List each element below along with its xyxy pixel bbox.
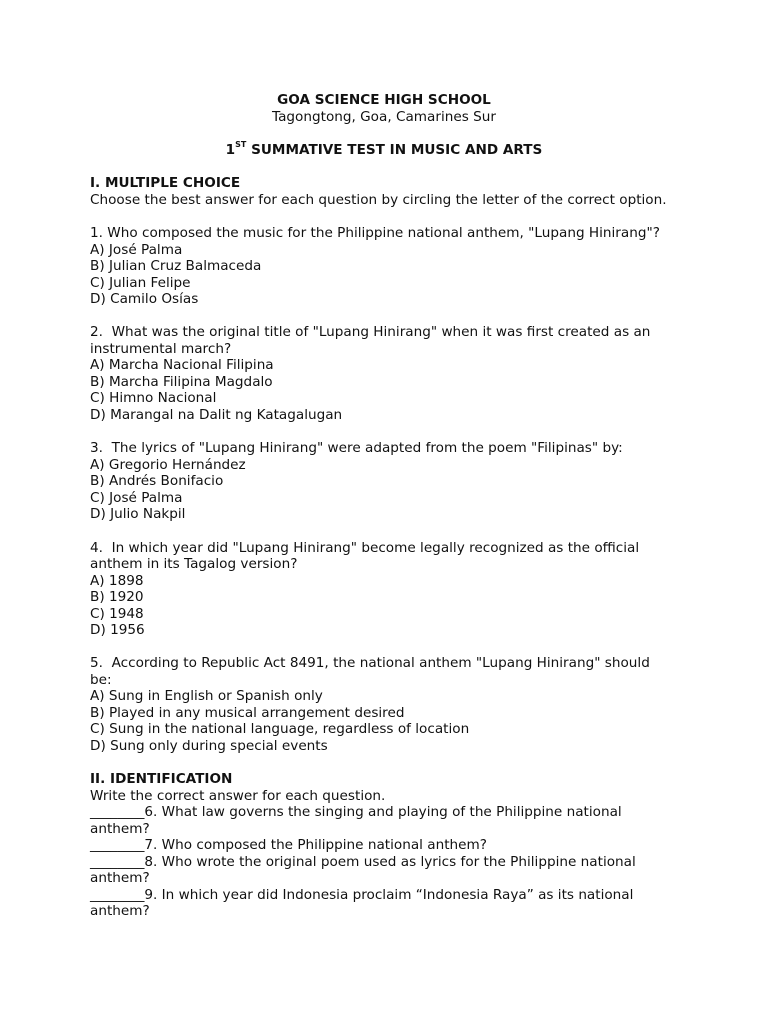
question-4-option-d: D) 1956 xyxy=(90,622,145,638)
question-5-stem-cont: be: xyxy=(90,671,112,688)
test-title-ordinal: ST xyxy=(235,140,247,150)
question-2-option-b: B) Marcha Filipina Magdalo xyxy=(90,373,273,390)
question-2-stem: 2. What was the original title of "Lupang Hinirang" when it was first created as an xyxy=(90,324,651,340)
question-1-option-c: C) Julian Felipe xyxy=(90,274,191,291)
question-2-option-c: C) Himno Nacional xyxy=(90,390,217,406)
test-title-text: SUMMATIVE TEST IN MUSIC AND ARTS xyxy=(246,142,543,158)
question-1-option-a: A) José Palma xyxy=(90,241,183,258)
item-8-cont: anthem? xyxy=(90,870,150,886)
question-5-option-c: C) Sung in the national language, regardless of location xyxy=(90,721,470,737)
item-7: ________7. Who composed the Philippine national anthem? xyxy=(90,837,487,853)
part2-instruction: Write the correct answer for each question. xyxy=(90,787,386,804)
item-8: ________8. Who wrote the original poem used as lyrics for the Philippine national xyxy=(90,853,636,870)
item-9-cont: anthem? xyxy=(90,903,150,919)
question-2-option-a: A) Marcha Nacional Filipina xyxy=(90,357,274,373)
question-3-option-c: C) José Palma xyxy=(90,489,183,506)
question-1-option-b: B) Julian Cruz Balmaceda xyxy=(90,258,262,274)
question-3-option-a: A) Gregorio Hernández xyxy=(90,456,246,473)
part2-heading: II. IDENTIFICATION xyxy=(90,771,233,787)
question-4-option-a: A) 1898 xyxy=(90,572,144,589)
school-name: GOA SCIENCE HIGH SCHOOL xyxy=(277,92,491,108)
question-3-stem: 3. The lyrics of "Lupang Hinirang" were adapted from the poem "Filipinas" by: xyxy=(90,440,623,456)
question-3-option-b: B) Andrés Bonifacio xyxy=(90,473,224,489)
question-1-option-d: D) Camilo Osías xyxy=(90,291,199,307)
part1-instruction: Choose the best answer for each question by circling the letter of the correct option. xyxy=(90,191,667,208)
question-4-option-c: C) 1948 xyxy=(90,605,144,622)
school-address: Tagongtong, Goa, Camarines Sur xyxy=(272,109,496,125)
part1-heading: I. MULTIPLE CHOICE xyxy=(90,175,241,191)
question-2-stem-cont: instrumental march? xyxy=(90,340,232,357)
question-3-option-d: D) Julio Nakpil xyxy=(90,506,186,522)
test-title xyxy=(0,142,768,159)
test-title-number: 1 xyxy=(225,142,236,158)
item-9: ________9. In which year did Indonesia proclaim “Indonesia Raya” as its national xyxy=(90,886,634,903)
question-5-option-d: D) Sung only during special events xyxy=(90,737,328,754)
question-2-option-d: D) Marangal na Dalit ng Katagalugan xyxy=(90,406,343,423)
item-6-cont: anthem? xyxy=(90,820,150,837)
item-6: ________6. What law governs the singing and playing of the Philippine national xyxy=(90,804,622,820)
question-4-option-b: B) 1920 xyxy=(90,589,144,605)
question-4-stem: 4. In which year did "Lupang Hinirang" become legally recognized as the official xyxy=(90,539,640,556)
question-5-option-b: B) Played in any musical arrangement desired xyxy=(90,704,405,721)
question-5-stem: 5. According to Republic Act 8491, the national anthem "Lupang Hinirang" should xyxy=(90,655,650,671)
question-4-stem-cont: anthem in its Tagalog version? xyxy=(90,556,298,572)
question-5-option-a: A) Sung in English or Spanish only xyxy=(90,688,323,704)
question-1-stem: 1. Who composed the music for the Philippine national anthem, "Lupang Hinirang"? xyxy=(90,225,660,241)
